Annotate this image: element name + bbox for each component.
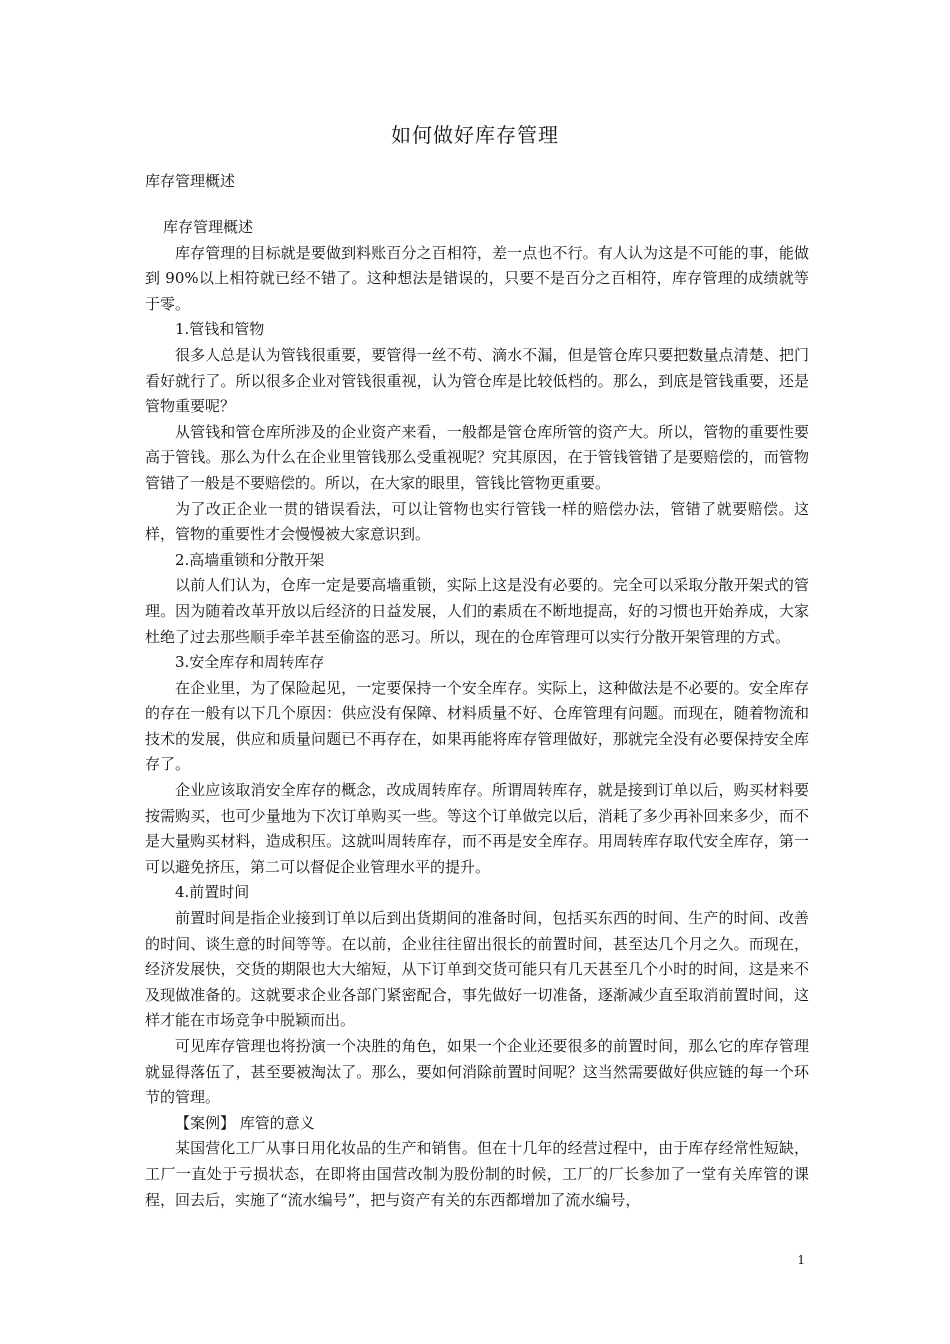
paragraph: 可见库存管理也将扮演一个决胜的角色，如果一个企业还要很多的前置时间，那么它的库存管理就显得落伍了，甚至要被淘汰了。那么，要如何消除前置时间呢？这当然需要做好供应链的每一个环节的管理。: [145, 1037, 809, 1107]
section-heading: 1.管钱和管物: [175, 320, 265, 339]
document-title: 如何做好库存管理: [391, 123, 559, 147]
section-heading: 库存管理概述: [163, 218, 254, 236]
paragraph: 从管钱和管仓库所涉及的企业资产来看，一般都是管仓库所管的资产大。所以，管物的重要性要高于管钱。那么为什么在企业里管钱那么受重视呢？究其原因，在于管钱管错了是要赔偿的，而管物管错了一般是不要赔偿的。所以，在大家的眼里，管钱比管物更重要。: [145, 422, 809, 492]
paragraph: 很多人总是认为管钱很重要，要管得一丝不苟、滴水不漏，但是管仓库只要把数量点清楚、把门看好就行了。所以很多企业对管钱很重视，认为管仓库是比较低档的。那么，到底是管钱重要，还是管物重要呢？: [145, 345, 809, 416]
paragraph: 企业应该取消安全库存的概念，改成周转库存。所谓周转库存，就是接到订单以后，购买材料要按需购买，也可少量地为下次订单购买一些。等这个订单做完以后，消耗了多少再补回来多少，而不是大量购买材料，造成积压。这就叫周转库存，而不再是安全库存。用周转库存取代安全库存，第一可以避免挤压，第二可以督促企业管理水平的提升。: [145, 781, 809, 876]
document-body: [145, 215, 809, 1213]
case-heading: 【案例】 库管的意义: [175, 1113, 315, 1132]
section-heading: 2.高墙重锁和分散开架: [175, 550, 325, 569]
section-heading: 4.前置时间: [175, 883, 250, 902]
paragraph: 为了改正企业一贯的错误看法，可以让管物也实行管钱一样的赔偿办法，管错了就要赔偿。这样，管物的重要性才会慢慢被大家意识到。: [145, 499, 809, 544]
section-heading: 3.安全库存和周转库存: [175, 653, 325, 672]
paragraph: 在企业里，为了保险起见，一定要保持一个安全库存。实际上，这种做法是不必要的。安全库存的存在一般有以下几个原因：供应没有保障、材料质量不好、仓库管理有问题。而现在，随着物流和技术的发展，供应和质量问题已不再存在，如果再能将库存管理做好，那就完全没有必要保持安全库存了。: [145, 678, 809, 774]
paragraph: 以前人们认为，仓库一定是要高墙重锁，实际上这是没有必要的。完全可以采取分散开架式的管理。因为随着改革开放以后经济的日益发展，人们的素质在不断地提高，好的习惯也开始养成，大家杜绝了过去那些顺手牵羊甚至偷盗的恶习。所以，现在的仓库管理可以实行分散开架管理的方式。: [145, 576, 809, 646]
document-subtitle: 库存管理概述: [145, 172, 236, 190]
page-number: 1: [797, 1253, 805, 1267]
paragraph: 库存管理的目标就是要做到料账百分之百相符，差一点也不行。有人认为这是不可能的事，能做到 90%以上相符就已经不错了。这种想法是错误的，只要不是百分之百相符，库存管理的成绩就等于零。: [145, 243, 809, 313]
paragraph: 某国营化工厂从事日用化妆品的生产和销售。但在十几年的经营过程中，由于库存经常性短缺，工厂一直处于亏损状态，在即将由国营改制为股份制的时候，工厂的厂长参加了一堂有关库管的课程，回去后，实施了“流水编号”，把与资产有关的东西都增加了流水编号，: [145, 1139, 809, 1209]
paragraph: 前置时间是指企业接到订单以后到出货期间的准备时间，包括买东西的时间、生产的时间、改善的时间、谈生意的时间等等。在以前，企业往往留出很长的前置时间，甚至达几个月之久。而现在，经济发展快，交货的期限也大大缩短，从下订单到交货可能只有几天甚至几个小时的时间，这是来不及现做准备的。这就要求企业各部门紧密配合，事先做好一切准备，逐渐减少直至取消前置时间，这样才能在市场竞争中脱颖而出。: [145, 909, 809, 1030]
